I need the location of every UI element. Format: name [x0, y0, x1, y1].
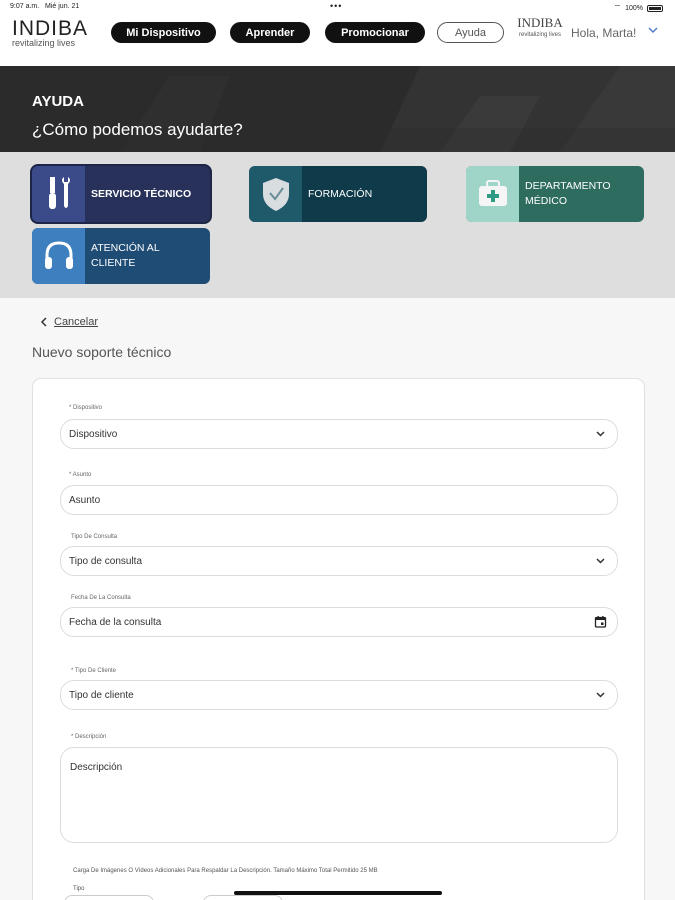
asunto-value: Asunto [69, 494, 101, 506]
chevron-down-icon [594, 427, 607, 440]
wifi-icon: ⌔ [613, 3, 622, 12]
cancel-label: Cancelar [54, 316, 99, 328]
first-aid-kit-icon [466, 166, 519, 222]
category-label: SERVICIO TÉCNICO [91, 187, 192, 200]
user-avatar[interactable] [516, 14, 564, 54]
tipo-cliente-select[interactable] [60, 680, 618, 710]
form-title: Nuevo soporte técnico [32, 344, 172, 360]
type-label: Tipo [73, 886, 85, 892]
chevron-down-icon [594, 554, 607, 567]
user-greeting[interactable]: Hola, Marta! [571, 26, 637, 40]
category-label: ATENCIÓN AL CLIENTE [91, 242, 160, 269]
field-label-fecha: Fecha De La Consulta [71, 595, 131, 601]
descripcion-value: Descripción [70, 762, 123, 773]
shield-icon [249, 166, 302, 222]
tools-icon [32, 166, 85, 222]
tipo-consulta-value: Tipo de consulta [69, 555, 143, 567]
battery-icon [647, 5, 663, 12]
field-label-dispositivo: * Dispositivo [69, 405, 103, 411]
page-title: AYUDA [32, 93, 84, 110]
form-card [32, 378, 645, 900]
tipo-consulta-select[interactable] [60, 546, 618, 576]
category-servicio-tecnico[interactable] [32, 166, 210, 222]
avatar-brand: INDIBA [517, 15, 563, 30]
descripcion-textarea[interactable] [60, 747, 618, 843]
nav-mi-dispositivo[interactable]: Mi Dispositivo [111, 22, 216, 43]
upload-button[interactable] [203, 895, 283, 900]
nav-aprender[interactable]: Aprender [230, 22, 310, 43]
app-header [0, 14, 675, 66]
brand-name: INDIBA [12, 17, 89, 40]
field-label-tipo-cliente: * Tipo De Cliente [71, 668, 117, 674]
category-label: DEPARTAMENTO MÉDICO [525, 180, 611, 207]
fecha-consulta-input[interactable] [60, 607, 618, 637]
dispositivo-select[interactable] [60, 419, 618, 449]
multitasking-dots-icon[interactable]: ••• [330, 1, 343, 11]
battery-percent: 100% [625, 4, 643, 12]
headphones-icon [32, 228, 85, 284]
nav-promocionar[interactable]: Promocionar [325, 22, 425, 43]
home-indicator[interactable] [234, 891, 442, 895]
status-time: 9:07 a.m. Mié jun. 21 [10, 3, 80, 10]
support-form-section [0, 298, 675, 900]
dispositivo-value: Dispositivo [69, 428, 118, 440]
fecha-consulta-value: Fecha de la consulta [69, 616, 162, 628]
page-subtitle: ¿Cómo podemos ayudarte? [32, 120, 243, 139]
category-label: FORMACIÓN [308, 187, 373, 200]
upload-type-control[interactable] [64, 895, 154, 900]
avatar-tagline: revitalizing lives [518, 32, 561, 38]
upload-note: Carga De Imágenes O Vídeos Adicionales Para Respaldar La Descripción. Tamaño Máximo Total Permitido 25 MB [73, 868, 378, 874]
brand-logo[interactable] [12, 17, 88, 48]
field-label-descripcion: * Descripción [71, 734, 107, 740]
hero-banner [0, 66, 675, 152]
category-atencion-al-cliente[interactable] [32, 228, 210, 284]
brand-tagline: revitalizing lives [12, 38, 76, 48]
field-label-tipo-consulta: Tipo De Consulta [71, 534, 118, 540]
category-departamento-medico[interactable] [466, 166, 644, 222]
calendar-icon[interactable] [594, 615, 607, 628]
chevron-down-icon[interactable] [648, 26, 658, 37]
status-right [614, 3, 663, 13]
chevron-left-icon [40, 317, 48, 327]
category-formacion[interactable] [249, 166, 427, 222]
category-cards [0, 152, 675, 298]
status-bar [0, 0, 675, 14]
tipo-cliente-value: Tipo de cliente [69, 689, 134, 701]
help-button[interactable]: Ayuda [437, 22, 504, 43]
field-label-asunto: * Asunto [69, 472, 92, 478]
asunto-input[interactable] [60, 485, 618, 515]
cancel-link[interactable] [40, 316, 98, 328]
chevron-down-icon [594, 688, 607, 701]
